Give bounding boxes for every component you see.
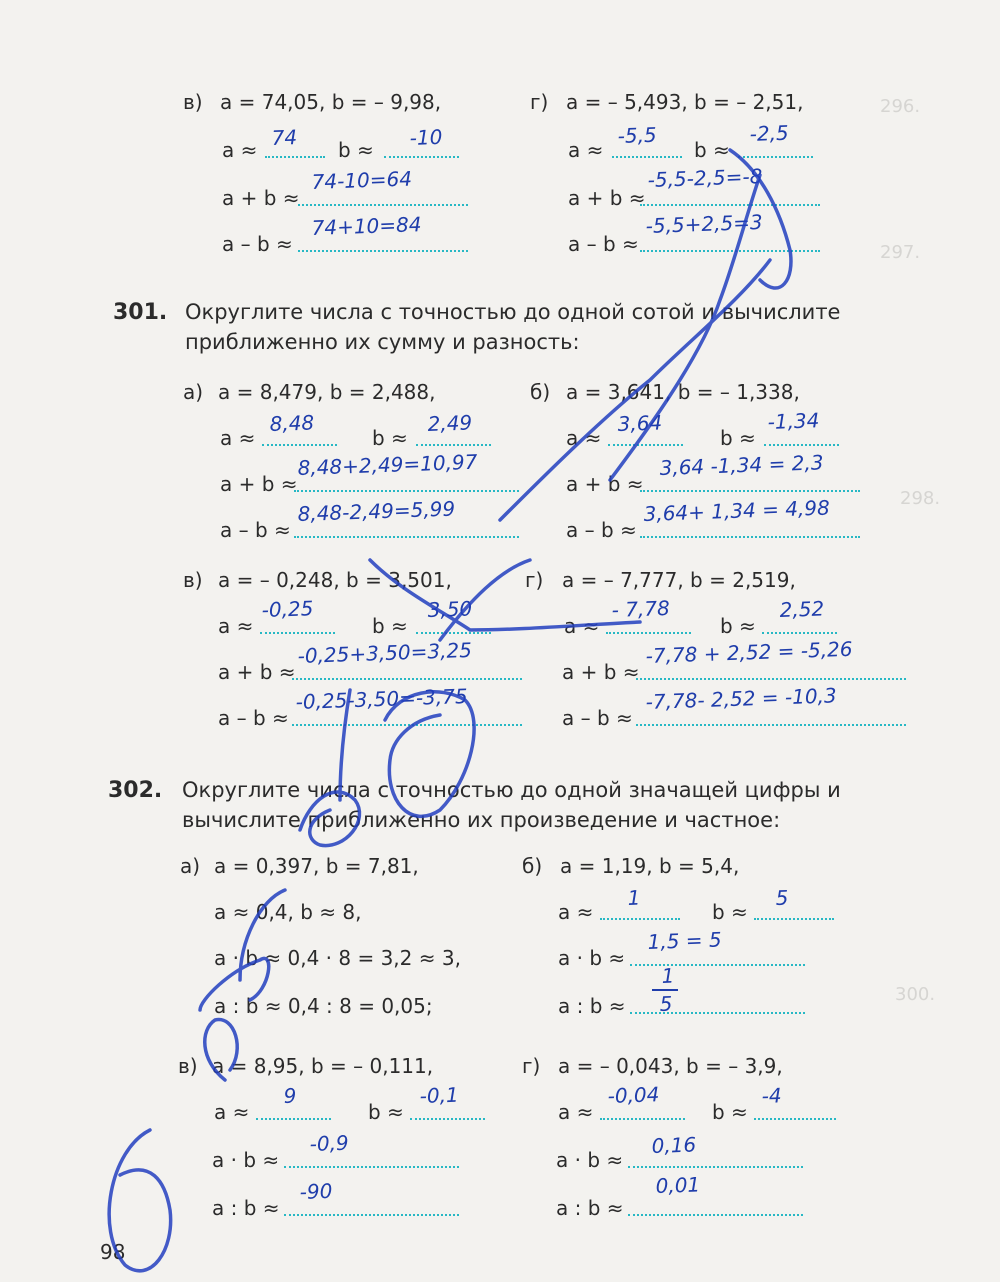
ex302-v-letter: в): [178, 1054, 198, 1078]
ex301-b-sum-label: a + b ≈: [566, 472, 644, 496]
ex302-a-line1: a ≈ 0,4, b ≈ 8,: [214, 900, 362, 924]
ex301-v-sum-label: a + b ≈: [218, 660, 296, 684]
ex301-a-letter: а): [183, 380, 204, 404]
handwritten-answer: -0,25+3,50=3,25: [297, 637, 473, 668]
handwritten-answer: 3,64+ 1,34 = 4,98: [643, 495, 831, 526]
ex301-g-given: a = – 7,777, b = 2,519,: [562, 568, 796, 592]
handwritten-answer: -4: [761, 1083, 783, 1108]
handwritten-answer: 74+10=84: [311, 212, 422, 240]
ex301-g-sum-label: a + b ≈: [562, 660, 640, 684]
handwritten-answer: 5: [775, 885, 789, 910]
ex301-a-diff-label: a – b ≈: [220, 518, 291, 542]
handwritten-answer: -2,5: [749, 120, 790, 146]
bleed-through-text: 300.: [895, 984, 936, 1005]
ex300-v-a-label: a ≈: [222, 138, 258, 162]
ex301-g-diff-label: a – b ≈: [562, 706, 633, 730]
handwritten-answer: -7,78 + 2,52 = -5,26: [645, 636, 853, 668]
ex302-b-mul-label: a · b ≈: [558, 946, 626, 970]
ex302-b-b-label: b ≈: [712, 900, 748, 924]
handwritten-answer: -1,34: [767, 408, 820, 434]
ex300-g-letter: г): [530, 90, 549, 114]
ex301-v-b-label: b ≈: [372, 614, 408, 638]
handwritten-answer: -0,25-3,50=-3,75: [295, 684, 468, 714]
ex300-v-sum-label: a + b ≈: [222, 186, 300, 210]
handwritten-answer: -7,78- 2,52 = -10,3: [645, 683, 838, 714]
ex300-g-a-label: a ≈: [568, 138, 604, 162]
handwritten-answer: 3,64 -1,34 = 2,3: [659, 450, 824, 480]
handwritten-answer: 1,5 = 5: [647, 927, 723, 954]
handwritten-answer: 8,48-2,49=5,99: [297, 496, 456, 526]
page-number: 98: [100, 1240, 126, 1264]
ex302-a-line3: a : b ≈ 0,4 : 8 = 0,05;: [214, 994, 433, 1018]
handwritten-answer: - 7,78: [611, 595, 671, 622]
ex300-g-b-label: b ≈: [694, 138, 730, 162]
ex302-g-mul-label: a · b ≈: [556, 1148, 624, 1172]
ex301-a-b-label: b ≈: [372, 426, 408, 450]
ex300-g-sum-label: a + b ≈: [568, 186, 646, 210]
ex301-v-diff-label: a – b ≈: [218, 706, 289, 730]
handwritten-answer: -0,25: [261, 596, 314, 622]
ex301-g-b-label: b ≈: [720, 614, 756, 638]
handwritten-answer: -0,1: [419, 1082, 460, 1108]
handwritten-answer: 0,01: [655, 1172, 701, 1198]
exercise-302-number: 302.: [108, 778, 163, 803]
ex302-v-mul-label: a · b ≈: [212, 1148, 280, 1172]
exercise-301-line2: приближенно их сумму и разность:: [185, 330, 580, 354]
exercise-302-line2: вычислите приближенно их произведение и частное:: [182, 808, 781, 832]
ex302-g-given: a = – 0,043, b = – 3,9,: [558, 1054, 783, 1078]
handwritten-answer: -0,9: [309, 1130, 350, 1156]
handwritten-answer: -5,5: [617, 122, 658, 148]
ex302-v-div-label: a : b ≈: [212, 1196, 280, 1220]
ex301-a-sum-label: a + b ≈: [220, 472, 298, 496]
ex302-g-div-label: a : b ≈: [556, 1196, 624, 1220]
ex300-v-diff-label: a – b ≈: [222, 232, 293, 256]
bleed-through-text: 298.: [900, 488, 941, 509]
handwritten-answer: 74: [271, 125, 298, 150]
ex302-v-b-label: b ≈: [368, 1100, 404, 1124]
ex301-a-a-label: a ≈: [220, 426, 256, 450]
ex302-g-letter: г): [522, 1054, 541, 1078]
handwritten-answer: 1: [627, 885, 641, 910]
handwritten-answer: -5,5-2,5=-8: [647, 164, 763, 192]
handwritten-answer: 1: [661, 963, 675, 988]
ex301-b-given: a = 3,641, b = – 1,338,: [566, 380, 800, 404]
handwritten-answer: 2,49: [427, 410, 473, 436]
ex302-v-a-label: a ≈: [214, 1100, 250, 1124]
ex302-a-given: a = 0,397, b = 7,81,: [214, 854, 419, 878]
exercise-301-line1: Округлите числа с точностью до одной сотой и вычислите: [185, 300, 841, 324]
ex301-v-letter: в): [183, 568, 203, 592]
ex301-b-b-label: b ≈: [720, 426, 756, 450]
exercise-301-number: 301.: [113, 300, 168, 325]
ex300-v-b-label: b ≈: [338, 138, 374, 162]
ex301-b-diff-label: a – b ≈: [566, 518, 637, 542]
handwritten-answer: 2,52: [779, 596, 825, 622]
ex301-v-given: a = – 0,248, b = 3,501,: [218, 568, 452, 592]
handwritten-answer: 9: [283, 1083, 297, 1108]
handwritten-answer: 5: [659, 991, 673, 1016]
ex301-b-a-label: a ≈: [566, 426, 602, 450]
ex301-a-given: a = 8,479, b = 2,488,: [218, 380, 436, 404]
ex300-g-diff-label: a – b ≈: [568, 232, 639, 256]
ex301-g-letter: г): [525, 568, 544, 592]
exercise-302-line1: Округлите числа с точностью до одной значащей цифры и: [182, 778, 841, 802]
ex302-g-a-label: a ≈: [558, 1100, 594, 1124]
ex300-v-letter: в): [183, 90, 203, 114]
ex302-b-letter: б): [522, 854, 543, 878]
handwritten-answer: 3,50: [427, 596, 473, 622]
handwritten-answer: 74-10=64: [311, 166, 413, 194]
handwritten-answer: -0,04: [607, 1082, 660, 1108]
handwritten-answer: 8,48: [269, 410, 315, 436]
ex302-b-a-label: a ≈: [558, 900, 594, 924]
ex302-g-b-label: b ≈: [712, 1100, 748, 1124]
bleed-through-text: 296.: [880, 96, 921, 117]
ex302-b-given: a = 1,19, b = 5,4,: [560, 854, 740, 878]
ex302-b-div-label: a : b ≈: [558, 994, 626, 1018]
ex301-v-a-label: a ≈: [218, 614, 254, 638]
handwritten-answer: -10: [409, 124, 443, 150]
handwritten-answer: 0,16: [651, 1132, 697, 1158]
bleed-through-text: 297.: [880, 242, 921, 263]
ex302-a-letter: а): [180, 854, 201, 878]
ex300-g-given: a = – 5,493, b = – 2,51,: [566, 90, 804, 114]
ex301-g-a-label: a ≈: [564, 614, 600, 638]
ex301-b-letter: б): [530, 380, 551, 404]
ex300-v-given: a = 74,05, b = – 9,98,: [220, 90, 442, 114]
ex302-v-given: a = 8,95, b = – 0,111,: [212, 1054, 434, 1078]
handwritten-answer: -5,5+2,5=3: [645, 209, 764, 238]
handwritten-answer: 3,64: [617, 410, 663, 436]
handwritten-answer: 8,48+2,49=10,97: [297, 449, 478, 480]
handwritten-answer: -90: [299, 1178, 333, 1204]
ex302-a-line2: a · b ≈ 0,4 · 8 = 3,2 ≈ 3,: [214, 946, 461, 970]
